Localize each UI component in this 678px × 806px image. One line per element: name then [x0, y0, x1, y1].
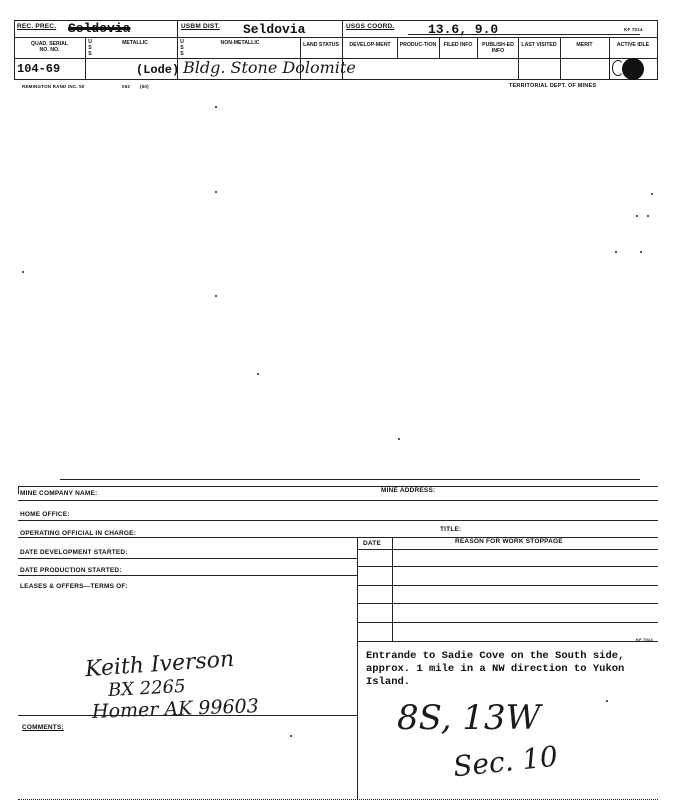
form-code-mid: KF 7014	[636, 637, 653, 642]
handwritten-section: Sec. 10	[451, 739, 560, 784]
stoppage-date-divider	[392, 537, 393, 642]
operating-official-label: OPERATING OFFICIAL IN CHARGE:	[20, 530, 137, 537]
handwritten-city: Homer AK 99603	[91, 695, 260, 723]
date-col-label: DATE	[363, 540, 382, 547]
handwritten-box: BX 2265	[107, 675, 187, 702]
record-bottom-border	[14, 79, 658, 80]
header-divider	[14, 37, 658, 38]
line-comments-top	[18, 715, 358, 716]
col-div-4	[439, 37, 440, 58]
stoppage-row-4	[357, 622, 658, 623]
printer-code-2: (50)	[140, 84, 149, 89]
serial-number: 104-69	[17, 62, 61, 76]
usgs-coord-value: 13.6, 9.0	[428, 22, 499, 37]
rec-prec-label: REC. PREC.	[17, 23, 57, 30]
home-office-label: HOME OFFICE:	[20, 511, 70, 518]
typed-location-note: Entrande to Sadie Cove on the South side, approx. 1 mile in a NW direction to Yukon Island.	[366, 650, 625, 688]
col-filed-info: FILED INFO	[443, 42, 473, 48]
line-home-office	[18, 520, 658, 521]
usbm-dist-value: Seldovia	[243, 22, 306, 37]
comments-label: COMMENTS:	[22, 724, 64, 731]
col-div-7	[560, 37, 561, 79]
stoppage-row-3	[357, 603, 658, 604]
usgs-coord-label: USGS COORD.	[346, 23, 395, 30]
active-dot-filled	[622, 58, 644, 80]
leases-label: LEASES & OFFERS—TERMS OF:	[20, 583, 128, 590]
col-div-3	[397, 37, 398, 58]
line-mine-company	[18, 500, 658, 501]
speck	[647, 215, 649, 217]
reason-col-label: REASON FOR WORK STOPPAGE	[455, 538, 563, 545]
line-date-dev	[18, 558, 358, 559]
col-uss-left: U S S	[88, 39, 92, 57]
col-merit: MERIT	[576, 42, 593, 48]
col-metallic: METALLIC	[122, 40, 148, 46]
rec-prec-value: Seldovia	[68, 21, 131, 36]
col-div-8	[609, 37, 610, 79]
printer-label: REMINGTON RAND INC. 50	[22, 84, 85, 89]
mine-company-name-label: MINE COMPANY NAME:	[20, 490, 98, 497]
idle-mark	[612, 60, 624, 76]
printer-code: 002	[122, 84, 131, 89]
line-date-prod	[18, 575, 358, 576]
usbm-dist-label: USBM DIST.	[181, 23, 220, 30]
speck	[398, 438, 400, 440]
speck	[257, 373, 259, 375]
bottom-dotted-line	[18, 799, 658, 800]
speck	[290, 735, 292, 737]
dept-label: TERRITORIAL DEPT. OF MINES	[509, 83, 597, 89]
col-land-status: LAND STATUS	[303, 42, 339, 48]
col-active-idle: ACTIVE IDLE	[616, 42, 650, 48]
speck	[606, 700, 608, 702]
speck	[215, 106, 217, 108]
date-dev-started-label: DATE DEVELOPMENT STARTED:	[20, 549, 128, 556]
speck	[215, 191, 217, 193]
col-div-5	[477, 37, 478, 58]
col-production: PRODUC-TION	[399, 42, 437, 48]
mine-address-label: MINE ADDRESS:	[381, 487, 436, 494]
col-development: DEVELOP-MENT	[349, 42, 391, 48]
lower-top-border	[18, 486, 658, 487]
usgs-coord-underline	[408, 34, 640, 35]
form-code-top: KF 7014	[624, 27, 643, 32]
col-div-1	[85, 37, 86, 79]
lower-top-faint	[60, 479, 640, 480]
speck	[636, 215, 638, 217]
col-uss-right: U S S	[180, 39, 184, 57]
handwritten-township: 8S, 13W	[397, 698, 541, 738]
commodity-handwritten: Bldg. Stone Dolomite	[183, 58, 356, 77]
speck	[640, 251, 642, 253]
title-label: TITLE:	[440, 526, 462, 533]
right-border	[657, 20, 658, 79]
stoppage-row-2	[357, 585, 658, 586]
date-prod-started-label: DATE PRODUCTION STARTED:	[20, 567, 122, 574]
handwritten-name: Keith Iverson	[84, 646, 235, 683]
speck	[651, 193, 653, 195]
col-last-visited: LAST VISITED	[521, 42, 557, 48]
stoppage-left-border	[357, 537, 358, 799]
col-quad-serial: QUAD. SERIAL NO. NO.	[30, 41, 69, 53]
speck	[215, 295, 217, 297]
speck	[615, 251, 617, 253]
stoppage-header-line	[357, 549, 658, 550]
speck	[22, 271, 24, 273]
stoppage-bottom	[357, 641, 658, 642]
lode-type: (Lode)	[136, 63, 180, 77]
col-non-metallic: NON-METALLIC	[220, 40, 260, 46]
col-published-info: PUBLISH-ED INFO	[482, 42, 514, 54]
col-div-6	[518, 37, 519, 79]
left-border	[14, 20, 15, 79]
stoppage-row-1	[357, 566, 658, 567]
